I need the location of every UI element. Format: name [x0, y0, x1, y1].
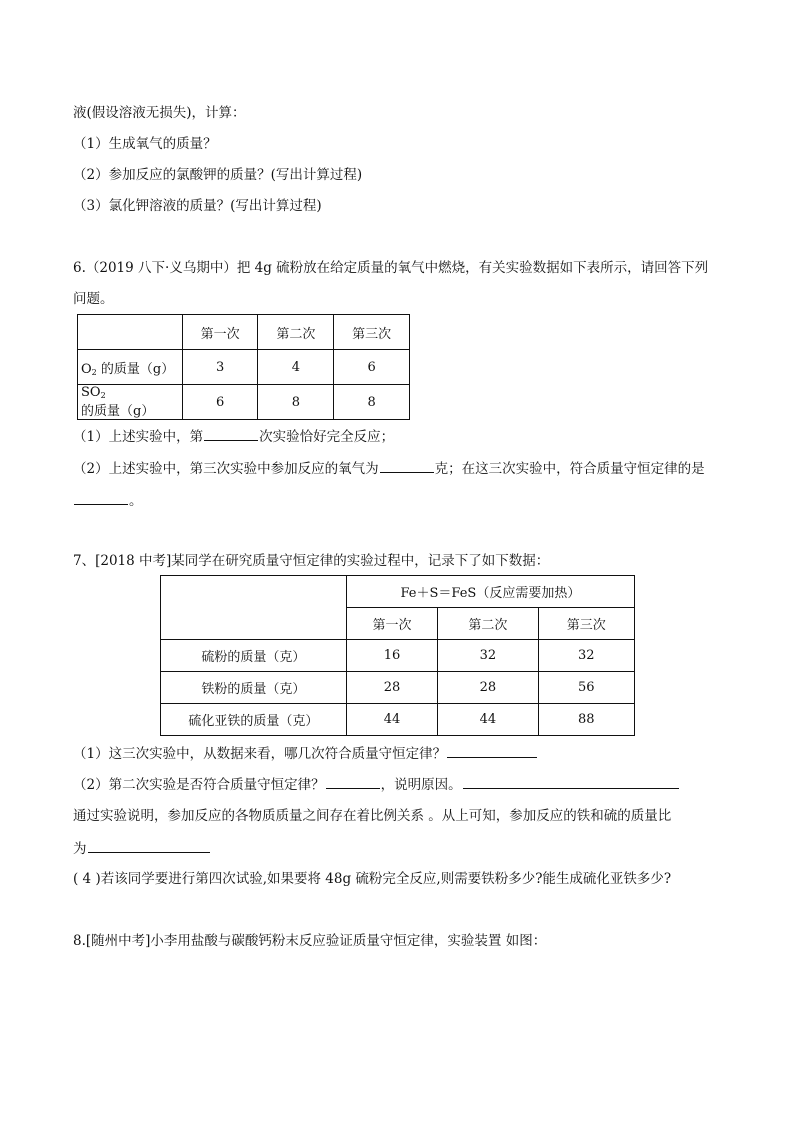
answer-blank[interactable] [380, 458, 434, 473]
answer-blank[interactable] [204, 426, 258, 441]
q6-header-1: 第一次 [182, 315, 258, 350]
table-cell: 6 [334, 350, 410, 385]
q7-row-label: 铁粉的质量（克） [161, 672, 347, 704]
answer-blank[interactable] [74, 490, 128, 505]
table-row [161, 640, 635, 672]
q5-sub2: （2）参加反应的氯酸钾的质量？(写出计算过程) [73, 167, 363, 183]
table-cell: 32 [538, 640, 634, 672]
q6-row-label-pre: O [81, 361, 92, 377]
q6-row-label-sub: 2 [100, 391, 106, 400]
q7-row-label: 硫粉的质量（克） [161, 640, 347, 672]
q5-sub3: （3）氯化钾溶液的质量？(写出计算过程) [73, 198, 322, 214]
table-row [161, 672, 635, 704]
q6-sub2-cont [73, 490, 143, 511]
table-cell: 44 [346, 704, 437, 736]
q6-header-3: 第三次 [334, 315, 410, 350]
answer-blank[interactable] [463, 774, 679, 789]
q7-equation: Fe＋S＝FeS（反应需要加热） [346, 576, 634, 608]
q7-line3: 通过实验说明，参加反应的各物质质量之间存在着比例关系 。从上可知，参加反应的铁和硫的质量比 [73, 808, 672, 824]
table-cell: 4 [258, 350, 334, 385]
answer-blank[interactable] [447, 743, 537, 758]
table-row [161, 704, 635, 736]
q6-line2: 问题。 [73, 291, 114, 307]
q7-sub1 [73, 743, 538, 764]
q6-row-label [78, 350, 183, 385]
q5-sub1: （1）生成氧气的质量？ [73, 136, 217, 152]
q6-sub2-text-c: 。 [129, 493, 143, 509]
q7-row-label: 硫化亚铁的质量（克） [161, 704, 347, 736]
q7-sub2 [73, 774, 680, 795]
table-cell: 28 [346, 672, 437, 704]
q6-row-label-post: 的质量（g） [96, 361, 175, 377]
q7-table-corner [161, 576, 347, 640]
table-cell: 28 [438, 672, 538, 704]
q7-sub2-text-b: ，说明原因。 [380, 777, 462, 793]
q5-intro: 液(假设溶液无损失)，计算： [73, 105, 246, 121]
q7-line1: 7、[2018 中考]某同学在研究质量守恒定律的实验过程中，记录下了如下数据： [73, 553, 550, 569]
q6-table-corner [78, 315, 183, 350]
q7-sub2-text-a: （2）第二次实验是否符合质量守恒定律？ [73, 777, 325, 793]
table-cell: 8 [258, 385, 334, 420]
q7-sub4: ( 4 )若该同学要进行第四次试验,如果要将 48g 硫粉完全反应,则需要铁粉多少?能生成硫化亚铁多少? [73, 871, 672, 887]
q6-sub1-text-a: （1）上述实验中，第 [73, 429, 204, 445]
table-cell: 6 [182, 385, 258, 420]
table-cell: 44 [438, 704, 538, 736]
q6-header-2: 第二次 [258, 315, 334, 350]
q6-sub2 [73, 458, 705, 479]
q6-sub1 [73, 426, 394, 447]
q6-sub2-text-a: （2）上述实验中，第三次实验中参加反应的氧气为 [73, 461, 379, 477]
table-cell: 3 [182, 350, 258, 385]
q6-row-label-pre: SO [81, 385, 101, 400]
answer-blank[interactable] [88, 838, 210, 853]
q6-row-label [78, 385, 183, 420]
q7-sub1-text: （1）这三次实验中，从数据来看，哪几次符合质量守恒定律？ [73, 746, 447, 762]
q7-header-2: 第二次 [438, 608, 538, 640]
table-row [78, 385, 410, 420]
q6-row-label-post: 的质量（g） [81, 404, 155, 419]
table-cell: 8 [334, 385, 410, 420]
q6-row-label-sub: 2 [91, 367, 97, 377]
q8-line1: 8.[随州中考]小李用盐酸与碳酸钙粉末反应验证质量守恒定律，实验装置 如图： [73, 933, 547, 949]
table-cell: 16 [346, 640, 437, 672]
q7-header-3: 第三次 [538, 608, 634, 640]
answer-blank[interactable] [326, 774, 380, 789]
table-cell: 56 [538, 672, 634, 704]
table-cell: 88 [538, 704, 634, 736]
q6-sub1-text-b: 次实验恰好完全反应； [259, 429, 395, 445]
q7-header-1: 第一次 [346, 608, 437, 640]
table-row [78, 350, 410, 385]
q7-table [160, 575, 635, 736]
q7-line4 [73, 838, 211, 859]
q6-sub2-text-b: 克；在这三次实验中，符合质量守恒定律的是 [434, 461, 705, 477]
q6-table [77, 314, 410, 420]
table-cell: 32 [438, 640, 538, 672]
q6-line1: 6.（2019 八下·义乌期中）把 4g 硫粉放在给定质量的氧气中燃烧，有关实验数据如下表所示，请回答下列 [73, 260, 709, 276]
q7-line4-text: 为 [73, 841, 87, 857]
